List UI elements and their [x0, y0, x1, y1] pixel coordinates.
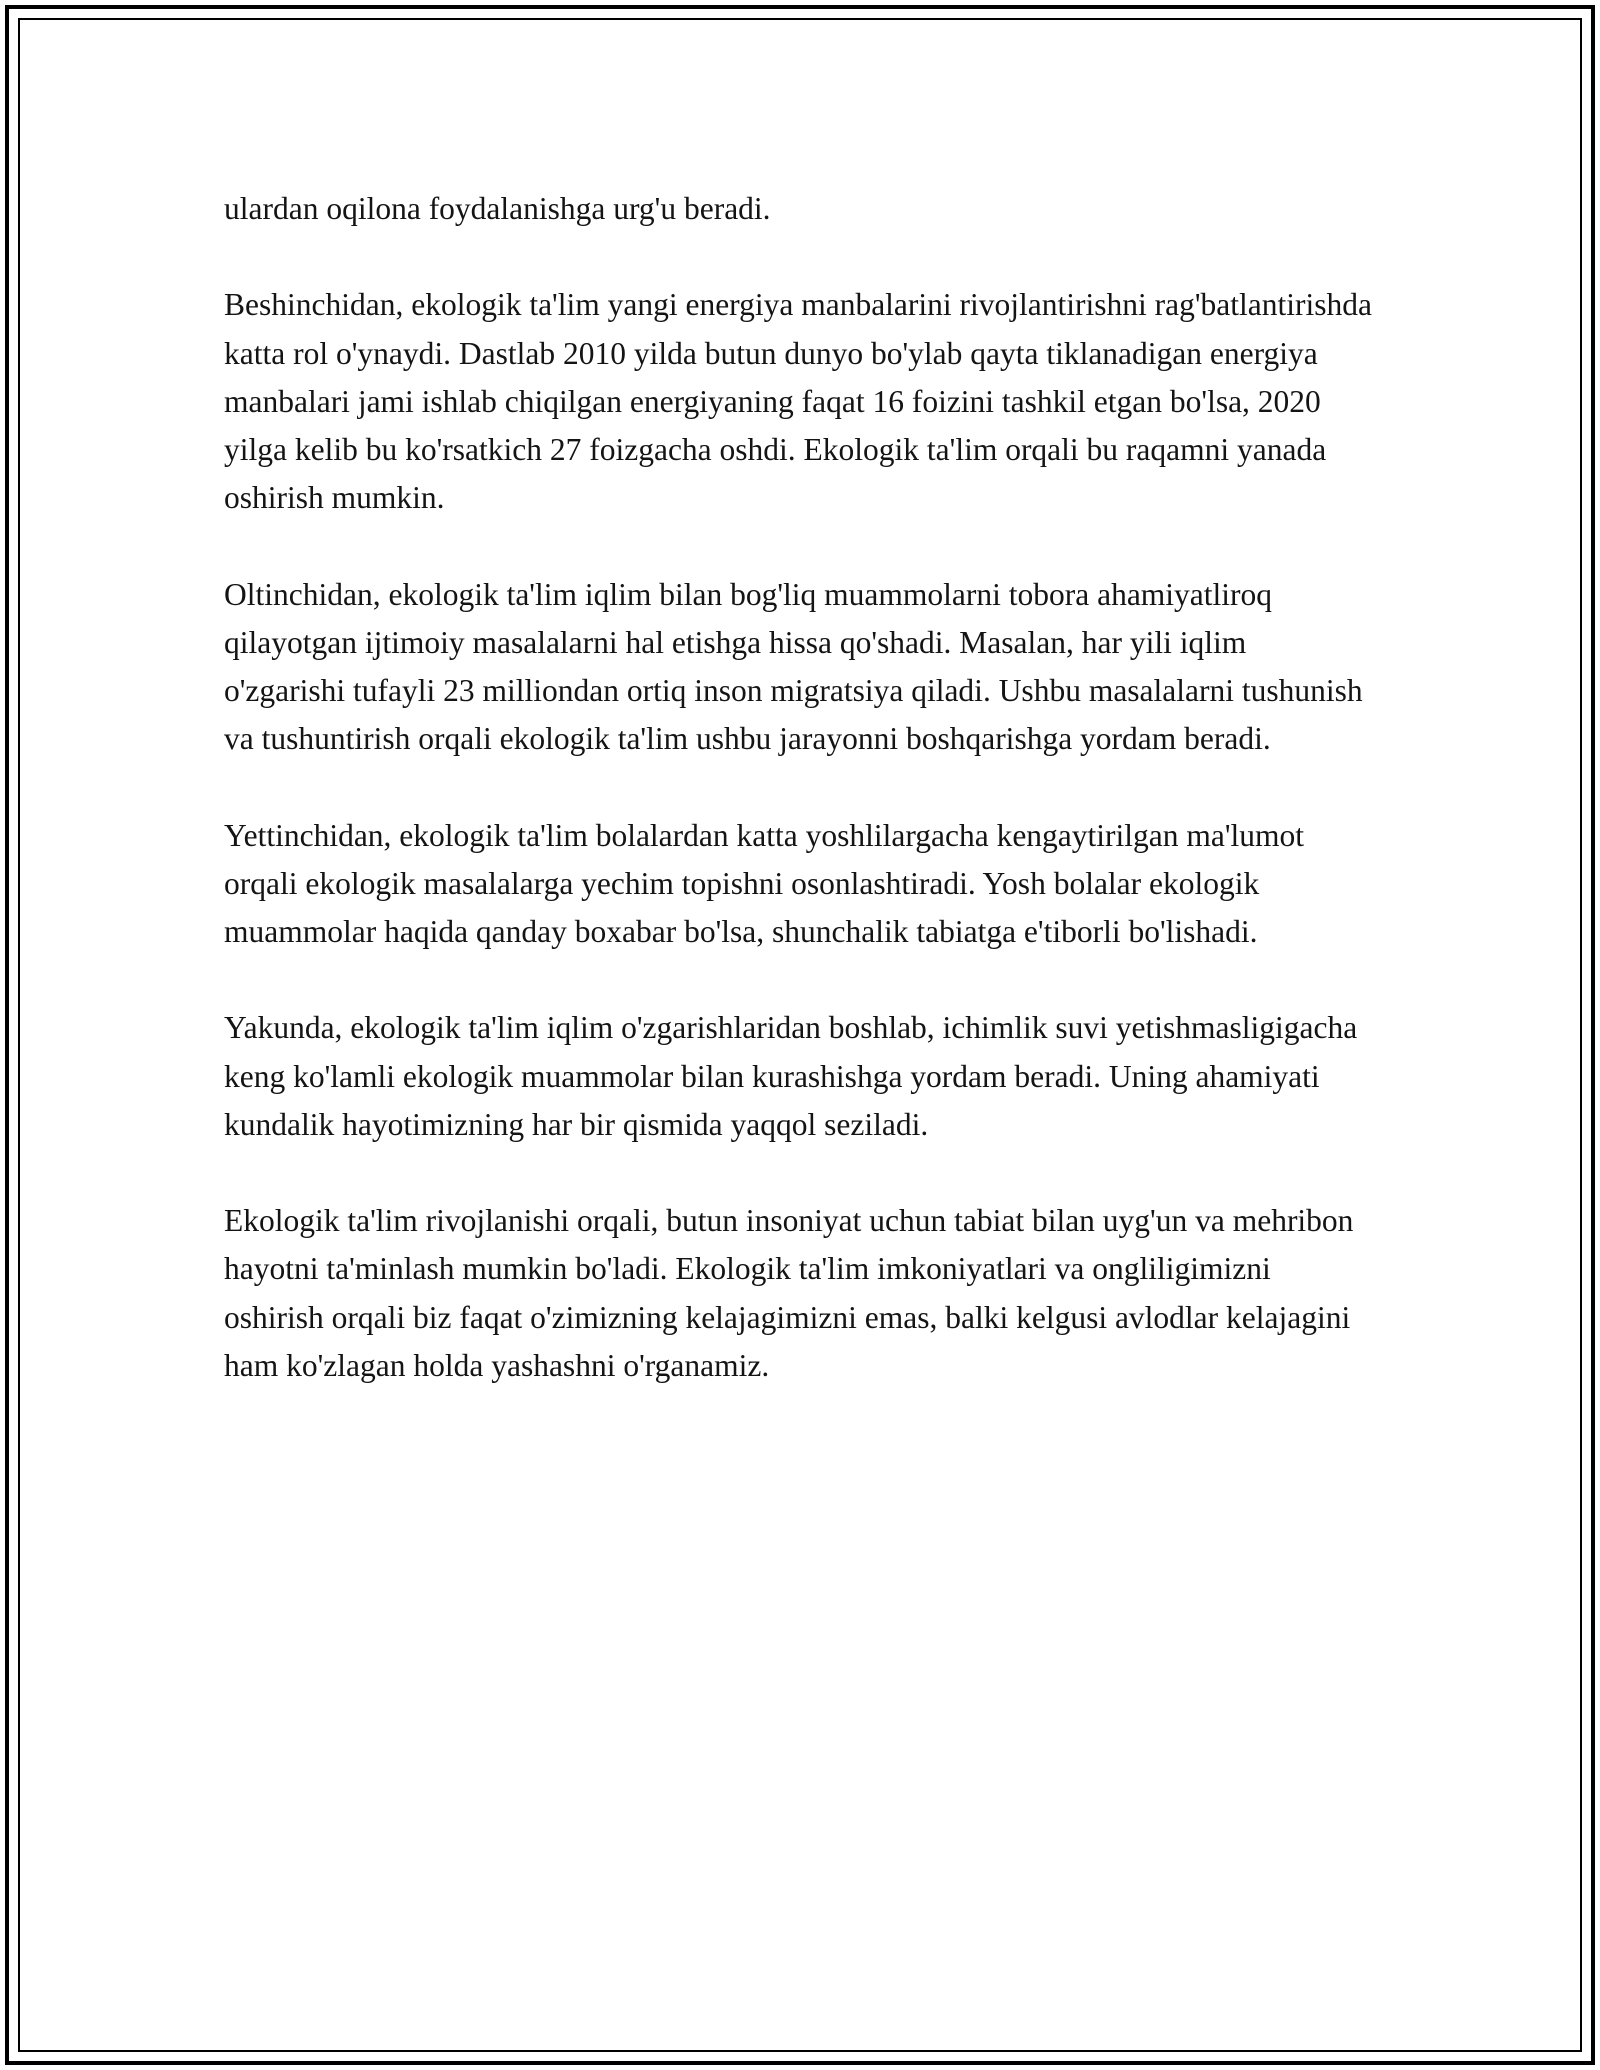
paragraph-continuation: ulardan oqilona foydalanishga urg'u beradi. [224, 191, 771, 226]
paragraph-sixth-point: Oltinchidan, ekologik ta'lim iqlim bilan bog'liq muammolarni tobora ahamiyatliroq qilayotgan ijtimoiy masalalarni hal etishga hissa qo'shadi. Masalan, har yili iqlim o'zgarishi tufayli 23 milliondan ortiq inson migratsiya qiladi. Ushbu masalalarni tushunish va tushuntirish orqali ekologik ta'lim ushbu jarayonni boshqarishga yordam beradi. [224, 576, 1363, 757]
paragraph-fifth-point: Beshinchidan, ekologik ta'lim yangi energiya manbalarini rivojlantirishni rag'batlantirishda katta rol o'ynaydi. Dastlab 2010 yilda butun dunyo bo'ylab qayta tiklanadigan energiya manbalari jami ishlab chiqilgan energiyaning faqat 16 foizini tashkil etgan bo'lsa, 2020 yilga kelib bu ko'rsatkich 27 foizgacha oshdi. Ekologik ta'lim orqali bu raqamni yanada oshirish mumkin. [224, 287, 1372, 516]
paragraph-conclusion: Yakunda, ekologik ta'lim iqlim o'zgarishlaridan boshlab, ichimlik suvi yetishmasligigacha keng ko'lamli ekologik muammolar bilan kurashishga yordam beradi. Uning ahamiyati kundalik hayotimizning har bir qismida yaqqol seziladi. [224, 1010, 1358, 1142]
document-body [224, 185, 1374, 1438]
paragraph-final: Ekologik ta'lim rivojlanishi orqali, butun insoniyat uchun tabiat bilan uyg'un va mehribon hayotni ta'minlash mumkin bo'ladi. Ekologik ta'lim imkoniyatlari va ongliligimizni oshirish orqali biz faqat o'zimizning kelajagimizni emas, balki kelgusi avlodlar kelajagini ham ko'zlagan holda yashashni o'rganamiz. [224, 1203, 1354, 1383]
paragraph-seventh-point: Yettinchidan, ekologik ta'lim bolalardan katta yoshlilargacha kengaytirilgan ma'lumot orqali ekologik masalalarga yechim topishni osonlashtiradi. Yosh bolalar ekologik muammolar haqida qanday boxabar bo'lsa, shunchalik tabiatga e'tiborli bo'lishadi. [224, 817, 1305, 949]
